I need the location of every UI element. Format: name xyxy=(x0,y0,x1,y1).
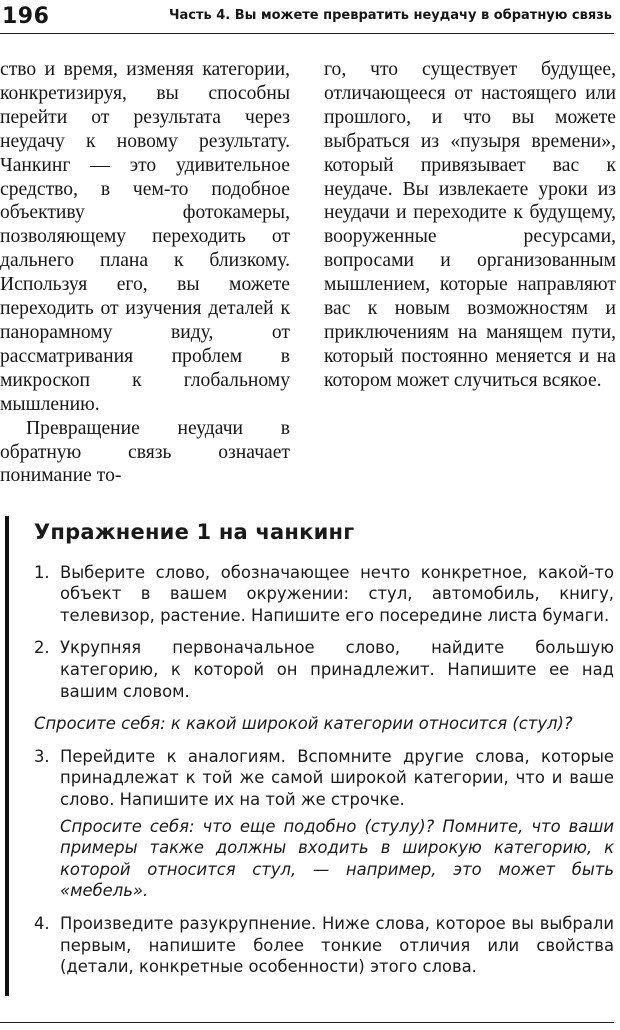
footer-rule xyxy=(0,1022,614,1023)
step-text: Произведите разукрупнение. Ниже слова, которое вы выбрали первым, напишите более тонкие отличия или свойства (детали, конкретные особенности) этого слова. xyxy=(60,913,614,977)
step-text: Перейдите к аналогиям. Вспомните другие слова, которые принадлежат к той же самой широкой категории, что и ваше слово. Напишите их на той же строчке. xyxy=(60,746,614,809)
exercise-step xyxy=(34,562,614,627)
page-number: 196 xyxy=(2,4,50,29)
step-number: 2. xyxy=(34,638,50,658)
self-question: Спросите себя: к какой широкой категории относится (стул)? xyxy=(34,714,573,734)
paragraph: ство и время, изменяя категории, конкретизируя, вы способны перейти от результата через неудачу к новому результату. Чанкинг — это удивительное средство, в чем-то подобное объективу фотокамеры, позволяющему переходить от дальнего плана к близкому. Используя его, вы можете переходить от изучения деталей к панорамному виду, от рассматривания проблем в микроскоп к глобальному мышлению. xyxy=(0,59,290,415)
step-number: 3. xyxy=(34,746,50,766)
text-column-left xyxy=(0,58,290,488)
exercise-title: Упражнение 1 на чанкинг xyxy=(34,520,355,544)
step-text: Выберите слово, обозначающее нечто конкретное, какой-то объект в вашем окружении: стул, автомобиль, книгу, телевизор, растение. Напишите его посередине листа бумаги. xyxy=(60,562,614,625)
exercise-step xyxy=(34,746,614,902)
step-number: 1. xyxy=(34,562,50,582)
paragraph: Превращение неудачи в обратную связь означает понимание то- xyxy=(0,417,290,487)
self-question: Спросите себя: что еще подобно (стулу)? Помните, что ваши примеры также должны входить в широкую категорию, к которой относится стул, — например, это может быть «мебель». xyxy=(60,816,614,901)
exercise-side-bar xyxy=(5,516,9,996)
step-text: Укрупняя первоначальное слово, найдите большую категорию, к которой он принадлежит. Напишите ее над вашим словом. xyxy=(60,638,614,701)
step-number: 4. xyxy=(34,913,50,933)
paragraph: го, что существует будущее, отличающееся от настоящего или прошлого, и что вы можете выбраться из «пузыря времени», который привязывает вас к неудаче. Вы извлекаете уроки из неудачи и переходите к будущему, вооруженные ресурсами, вопросами и организованным мышлением, которые направляют вас к новым возможностям и приключениям на манящем пути, который постоянно меняется и на котором может случиться всякое. xyxy=(324,59,616,391)
exercise-step xyxy=(34,913,614,978)
text-column-right xyxy=(324,58,616,393)
header-rule xyxy=(0,33,614,34)
exercise-box xyxy=(34,522,614,989)
running-header-title: Часть 4. Вы можете превратить неудачу в обратную связь xyxy=(168,8,612,23)
exercise-step xyxy=(34,637,614,702)
